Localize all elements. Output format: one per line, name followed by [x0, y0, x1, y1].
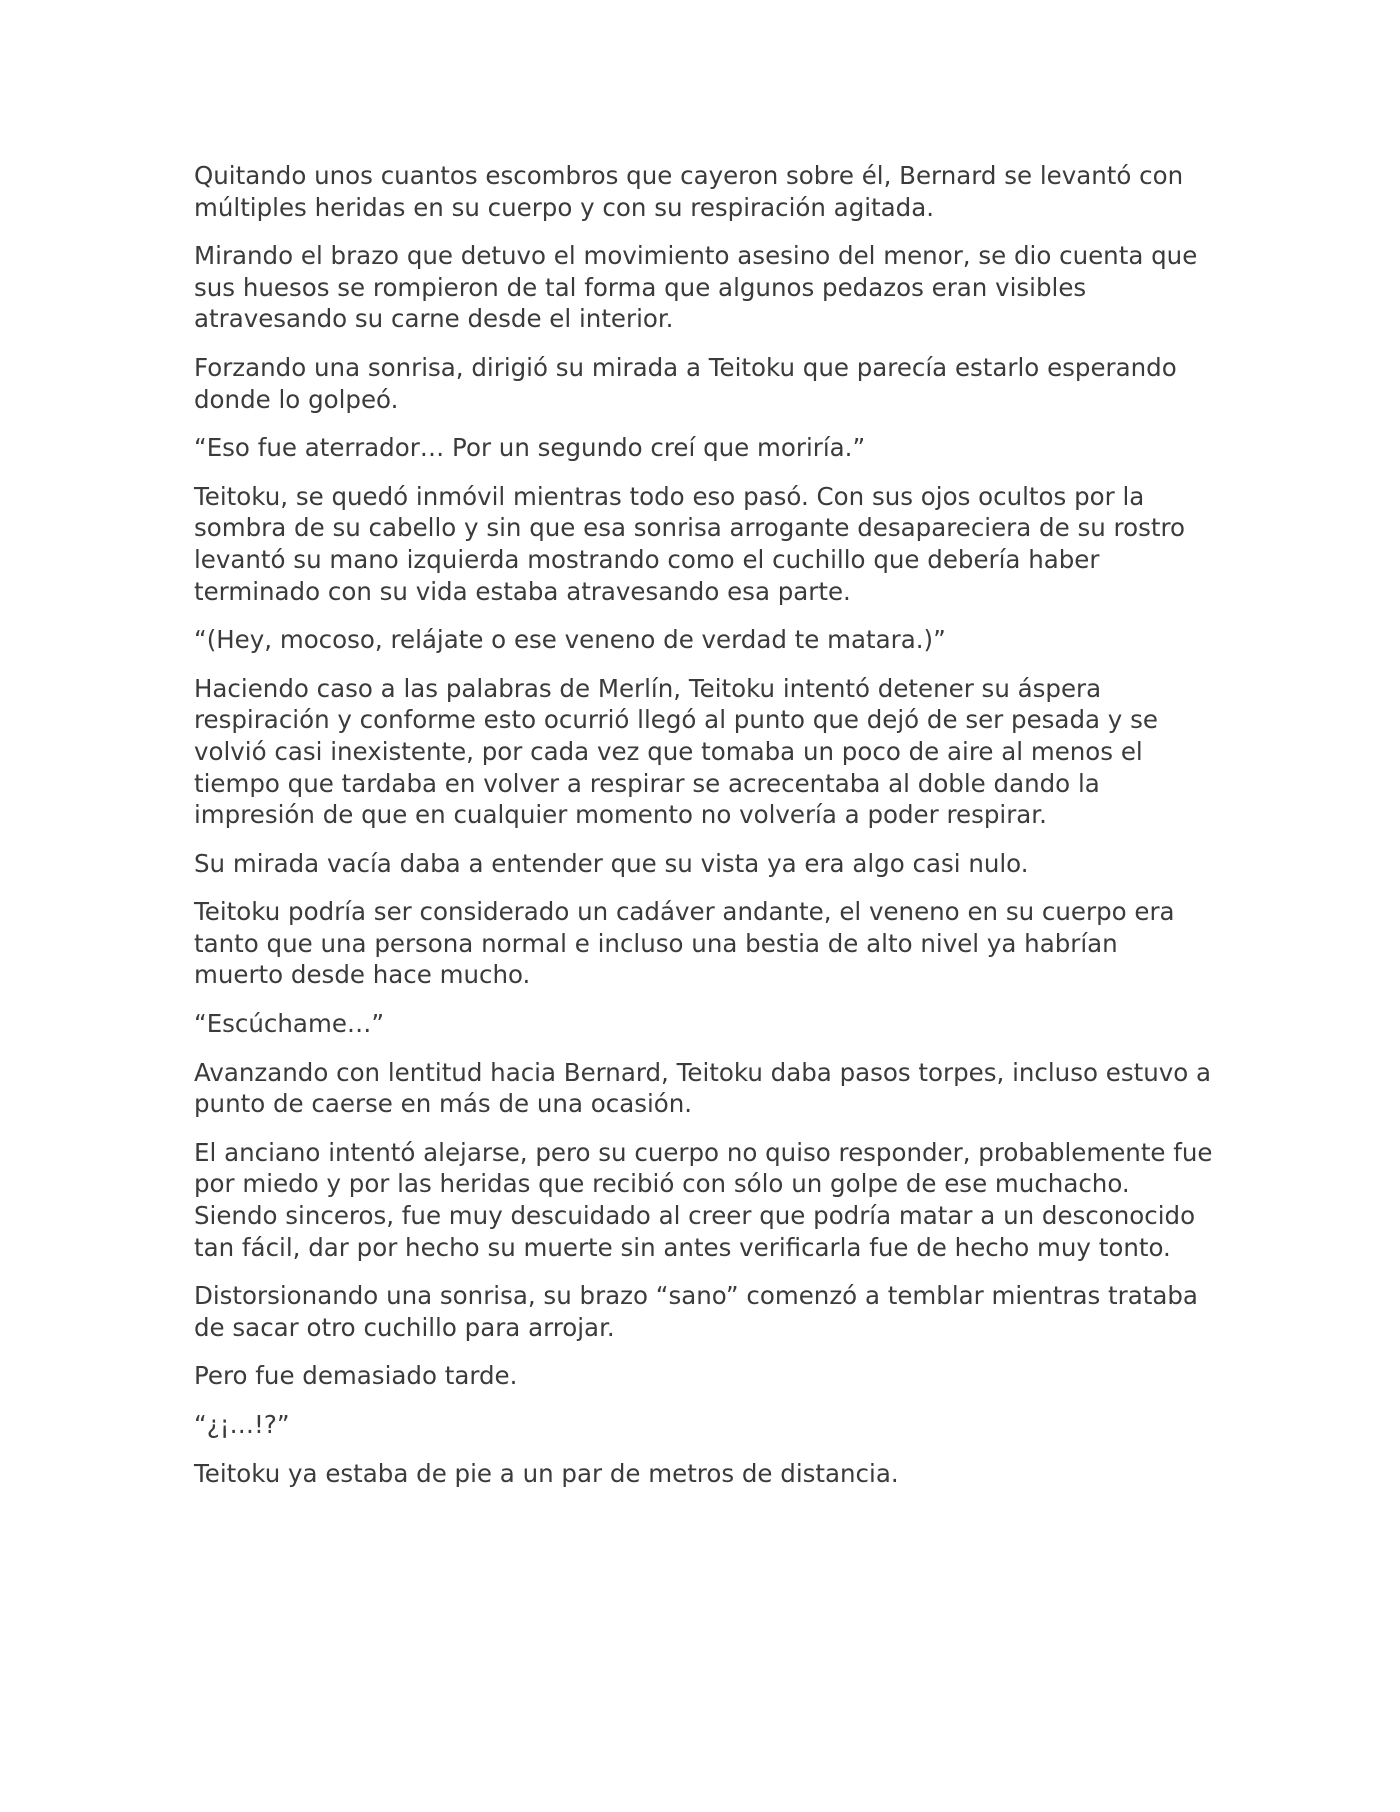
paragraph-3: Forzando una sonrisa, dirigió su mirada a Teitoku que parecía estarlo esperando donde lo golpeó. [194, 352, 1177, 414]
paragraph-13: Distorsionando una sonrisa, su brazo “sano” comenzó a temblar mientras trataba de sacar otro cuchillo para arrojar. [194, 1281, 1198, 1342]
paragraph-1: Quitando unos cuantos escombros que cayeron sobre él, Bernard se levantó con múltiples heridas en su cuerpo y con su respiración agitada. [194, 161, 1184, 222]
paragraph-5: Teitoku, se quedó inmóvil mientras todo eso pasó. Con sus ojos ocultos por la sombra de su cabello y sin que esa sonrisa arrogante desapareciera de su rostro levantó su mano izquierda mostrando como el cuchillo que debería haber terminado con su vida estaba atravesando esa parte. [194, 481, 1185, 606]
paragraph-14: Pero fue demasiado tarde. [194, 1361, 518, 1391]
document-body [194, 160, 1214, 1506]
paragraph-2: Mirando el brazo que detuvo el movimiento asesino del menor, se dio cuenta que sus huesos se rompieron de tal forma que algunos pedazos eran visibles atravesando su carne desde el interior. [194, 241, 1198, 334]
paragraph-15: “¿¡…!?” [194, 1410, 290, 1439]
paragraph-9: Teitoku podría ser considerado un cadáver andante, el veneno en su cuerpo era tanto que una persona normal e incluso una bestia de alto nivel ya habrían muerto desde hace mucho. [194, 897, 1175, 990]
paragraph-10: “Escúchame…” [194, 1009, 385, 1039]
paragraph-12: El anciano intentó alejarse, pero su cuerpo no quiso responder, probablemente fue por miedo y por las heridas que recibió con sólo un golpe de ese muchacho. Siendo sinceros, fue muy descuidado al creer que podría matar a un desconocido tan fácil, dar por hecho su muerte sin antes verificarla fue de hecho muy tonto. [194, 1137, 1213, 1262]
paragraph-4: “Eso fue aterrador… Por un segundo creí que moriría.” [194, 433, 866, 463]
paragraph-11: Avanzando con lentitud hacia Bernard, Teitoku daba pasos torpes, incluso estuvo a punto de caerse en más de una ocasión. [194, 1057, 1212, 1119]
paragraph-7: Haciendo caso a las palabras de Merlín, Teitoku intentó detener su áspera respiración y conforme esto ocurrió llegó al punto que dejó de ser pesada y se volvió casi inexistente, por cada vez que tomaba un poco de aire al menos el tiempo que tardaba en volver a respirar se acrecentaba al doble dando la impresión de que en cualquier momento no volvería a poder respirar. [194, 673, 1158, 830]
paragraph-16: Teitoku ya estaba de pie a un par de metros de distancia. [194, 1458, 899, 1488]
paragraph-8: Su mirada vacía daba a entender que su vista ya era algo casi nulo. [194, 848, 1029, 878]
paragraph-6: “(Hey, mocoso, relájate o ese veneno de verdad te matara.)” [194, 625, 946, 655]
